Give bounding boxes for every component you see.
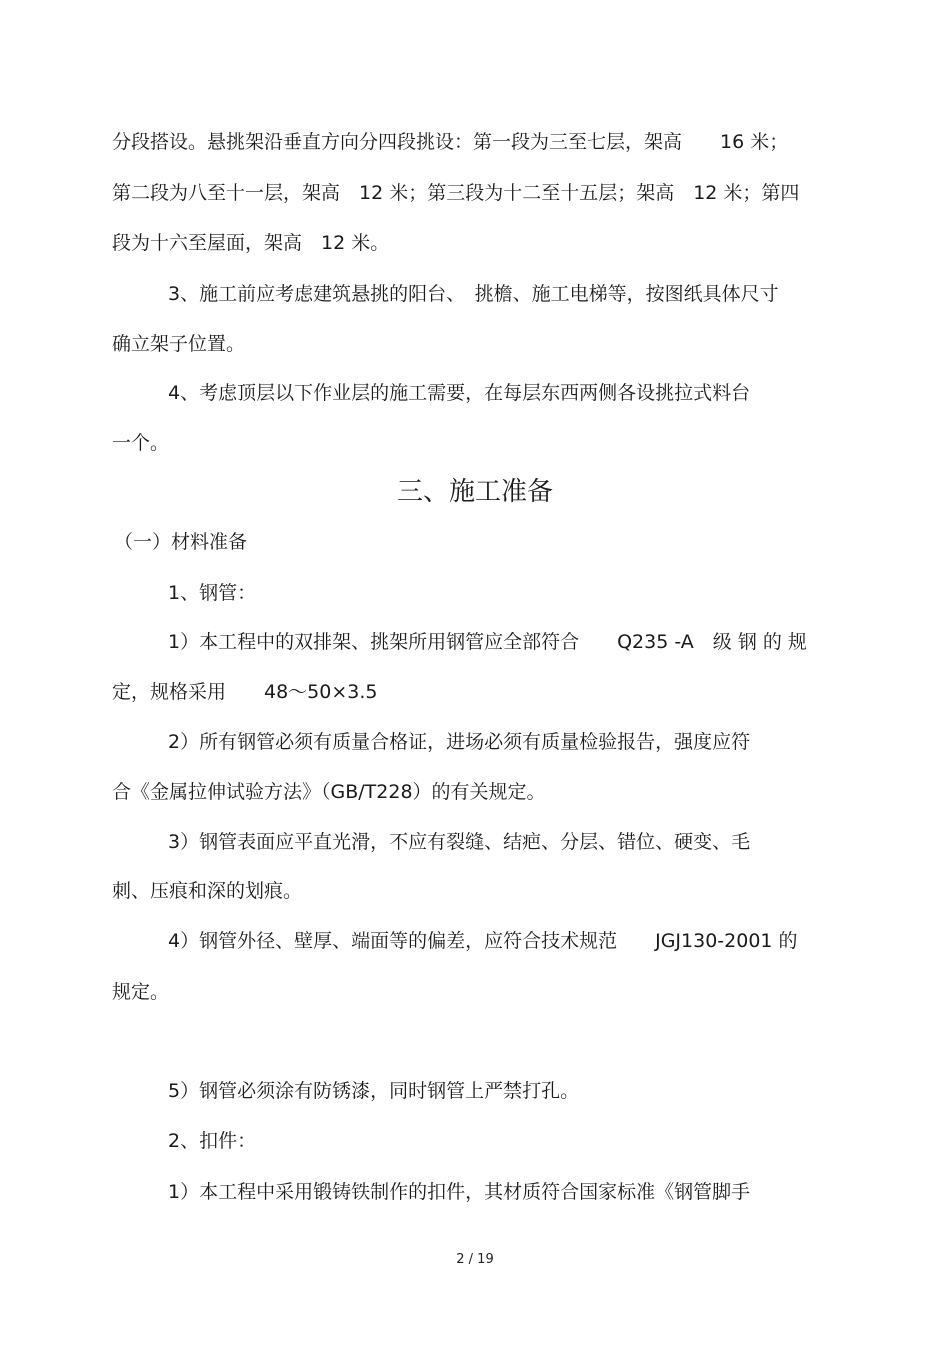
body-text-line: 4、考虑顶层以下作业层的施工需要，在每层东西两侧各设挑拉式料台 <box>168 382 751 404</box>
body-text-line: 3）钢管表面应平直光滑，不应有裂缝、结疤、分层、错位、硬变、毛 <box>168 831 751 853</box>
body-text-line: 确立架子位置。 <box>112 333 246 355</box>
page-number: 2 / 19 <box>456 1252 494 1267</box>
body-text-line: 1）本工程中的双排架、挑架所用钢管应全部符合 Q235 -A 级 钢 的 规 <box>168 631 807 653</box>
subsection-heading: （一）材料准备 <box>114 531 248 553</box>
body-text-line: 一个。 <box>112 432 170 454</box>
body-text-line: 3、施工前应考虑建筑悬挑的阳台、 挑檐、施工电梯等，按图纸具体尺寸 <box>168 283 779 305</box>
body-text-line: 4）钢管外径、壁厚、端面等的偏差，应符合技术规范 JGJ130-2001 的 <box>168 930 798 952</box>
body-text-line: 合《金属拉伸试验方法》（GB/T228）的有关规定。 <box>112 781 546 803</box>
body-text-line: 分段搭设。悬挑架沿垂直方向分四段挑设：第一段为三至七层，架高 16 米； <box>112 131 789 153</box>
item-heading: 2、扣件： <box>168 1130 257 1152</box>
section-title: 三、施工准备 <box>396 477 553 507</box>
body-text-line: 定，规格采用 48～50×3.5 <box>112 681 378 703</box>
body-text-line: 规定。 <box>112 981 170 1003</box>
body-text-line: 段为十六至屋面，架高 12 米。 <box>112 232 390 254</box>
item-heading: 1、钢管： <box>168 582 257 604</box>
body-text-line: 第二段为八至十一层，架高 12 米；第三段为十二至十五层；架高 12 米；第四 <box>112 182 800 204</box>
body-text-line: 2）所有钢管必须有质量合格证，进场必须有质量检验报告，强度应符 <box>168 731 751 753</box>
body-text-line: 5）钢管必须涂有防锈漆，同时钢管上严禁打孔。 <box>168 1080 580 1102</box>
body-text-line: 刺、压痕和深的划痕。 <box>112 880 303 902</box>
body-text-line: 1）本工程中采用锻铸铁制作的扣件，其材质符合国家标准《钢管脚手 <box>168 1181 751 1203</box>
